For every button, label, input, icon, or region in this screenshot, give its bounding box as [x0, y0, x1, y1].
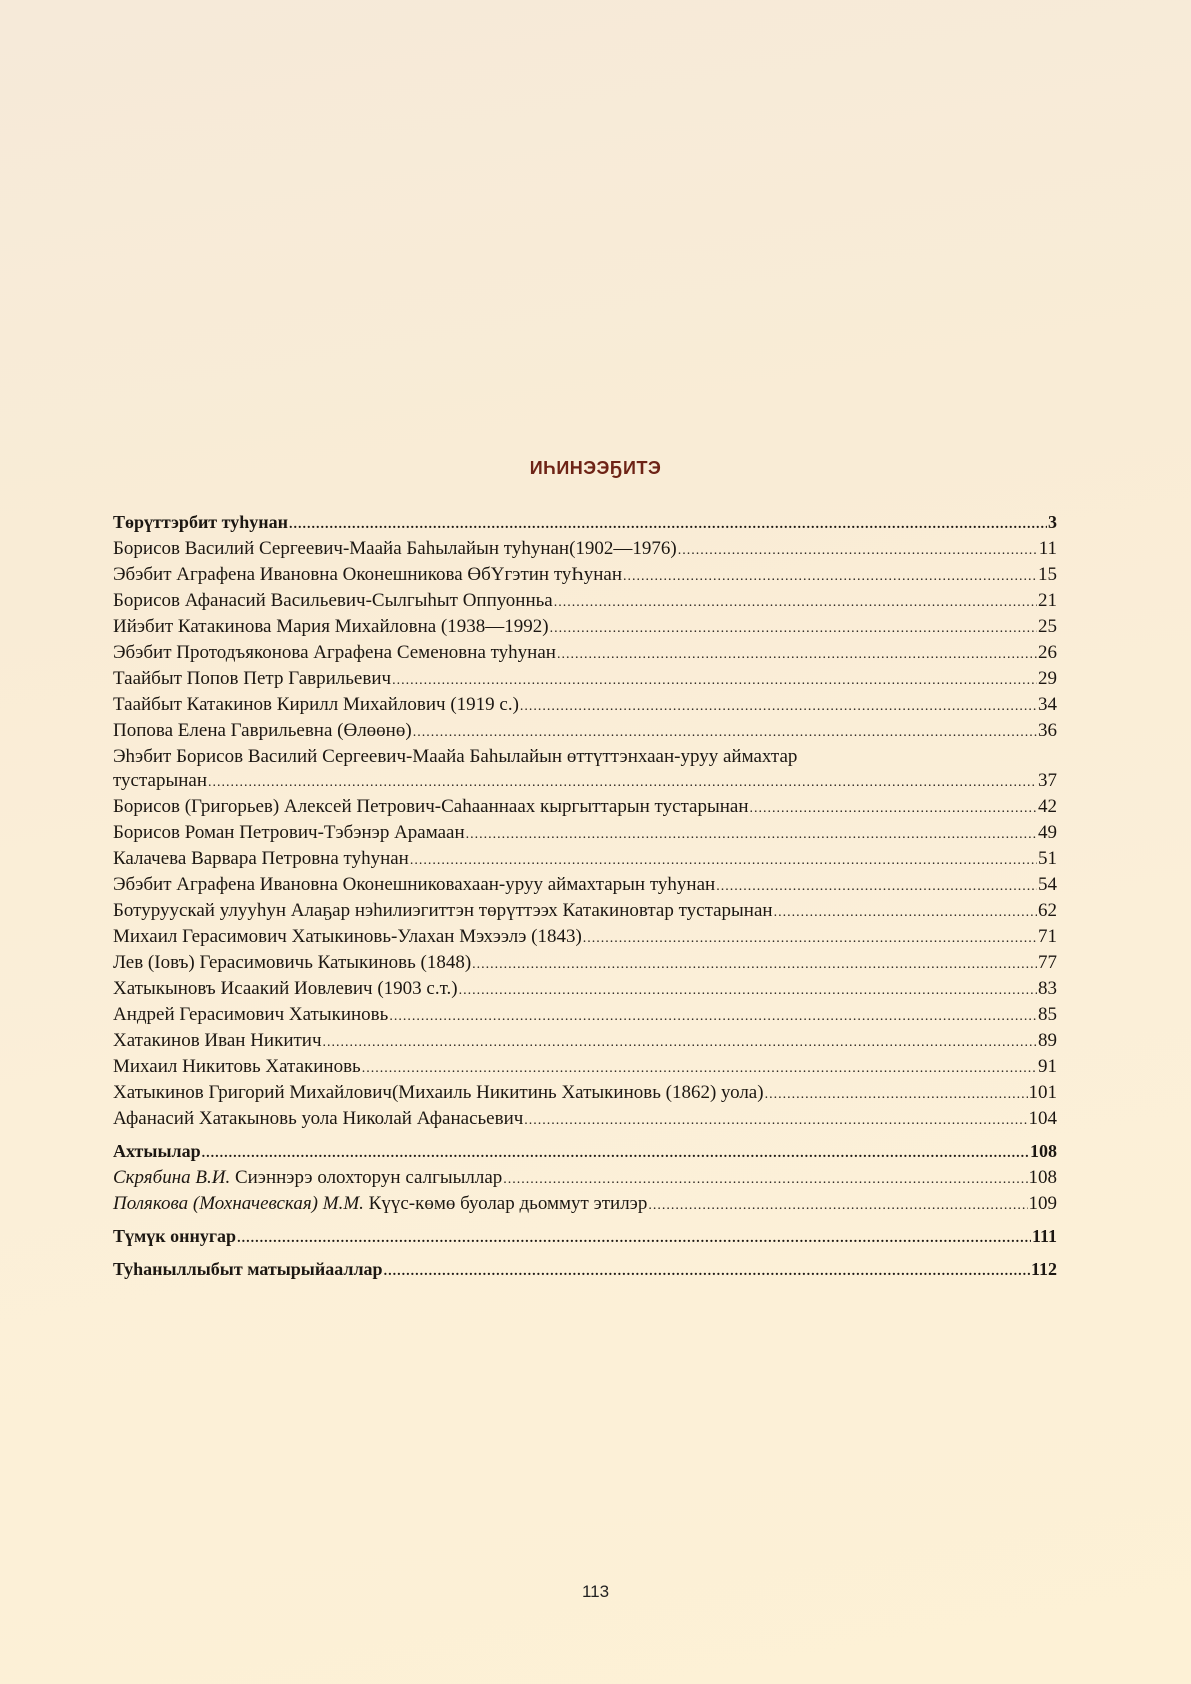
entry-page: 108 — [1028, 1167, 1057, 1188]
leader-dots — [202, 1139, 1029, 1166]
entry-page: 111 — [1031, 1226, 1057, 1246]
leader-dots — [384, 1257, 1030, 1284]
toc-entry[interactable] — [113, 563, 1057, 589]
toc-entry[interactable] — [113, 1107, 1057, 1133]
toc-entry[interactable] — [113, 667, 1057, 693]
toc-entry[interactable] — [113, 1166, 1057, 1192]
entry-page: 21 — [1038, 590, 1057, 611]
leader-dots — [774, 899, 1037, 925]
leader-dots — [583, 925, 1037, 951]
leader-dots — [392, 667, 1037, 693]
leader-dots — [208, 769, 1037, 795]
leader-dots — [410, 847, 1037, 873]
toc-entry[interactable] — [113, 1257, 1057, 1284]
entry-label: Борисов Афанасий Васильевич-Сылгыһыт Оппуонньа — [113, 590, 553, 611]
entry-page: 26 — [1038, 642, 1057, 663]
toc-entry[interactable] — [113, 1055, 1057, 1081]
toc-entry[interactable] — [113, 1029, 1057, 1055]
entry-page: 71 — [1038, 926, 1057, 947]
entry-label: Михаил Никитовь Хатакиновь — [113, 1056, 361, 1077]
toc-entry[interactable] — [113, 1081, 1057, 1107]
entry-page: 51 — [1038, 848, 1057, 869]
leader-dots — [472, 951, 1037, 977]
entry-label: Эбэбит Аграфена Ивановна Оконешниковахаан-уруу аймахтарын туһунан — [113, 874, 716, 895]
entry-label: Калачева Варвара Петровна туһунан — [113, 848, 409, 869]
leader-dots — [389, 1003, 1037, 1029]
toc-entry[interactable] — [113, 719, 1057, 745]
entry-page: 77 — [1038, 952, 1057, 973]
entry-label: Таайбыт Катакинов Кирилл Михайлович (1919 с.) — [113, 694, 519, 715]
leader-dots — [750, 795, 1037, 821]
toc-entry[interactable] — [113, 1224, 1057, 1251]
entry-label: Борисов (Григорьев) Алексей Петрович-Саһааннаах кыргыттарын тустарынан — [113, 796, 749, 817]
entry-page: 109 — [1028, 1193, 1057, 1214]
leader-dots — [237, 1224, 1031, 1251]
entry-page: 25 — [1038, 616, 1057, 637]
entry-page: 49 — [1038, 822, 1057, 843]
table-of-contents — [113, 510, 1057, 1284]
leader-dots — [678, 537, 1038, 563]
entry-page: 11 — [1038, 538, 1057, 559]
leader-dots — [648, 1192, 1027, 1218]
toc-entry[interactable] — [113, 847, 1057, 873]
toc-entry[interactable] — [113, 925, 1057, 951]
entry-page: 108 — [1030, 1141, 1057, 1161]
entry-label: Афанасий Хатакыновь уола Николай Афанасьевич — [113, 1108, 524, 1129]
entry-label: Ийэбит Катакинова Мария Михайловна (1938—1992) — [113, 616, 549, 637]
leader-dots — [323, 1029, 1037, 1055]
leader-dots — [413, 719, 1037, 745]
entry-author: Полякова (Мохначевская) М.М. — [113, 1193, 364, 1214]
toc-entry[interactable] — [113, 510, 1057, 537]
entry-title: Күүс-көмө буолар дьоммут этилэр — [363, 1193, 648, 1214]
page-number: 113 — [581, 1582, 610, 1601]
toc-entry[interactable] — [113, 641, 1057, 667]
entry-label: Михаил Герасимович Хатыкиновь-Улахан Мэхээлэ (1843) — [113, 926, 582, 947]
leader-dots — [520, 693, 1037, 719]
toc-entry[interactable] — [113, 615, 1057, 641]
entry-label: Лев (Іовъ) Герасимовичь Катыкиновь (1848) — [113, 952, 472, 973]
leader-dots — [765, 1081, 1028, 1107]
entry-label: Түмүк оннугар — [113, 1226, 237, 1246]
entry-page: 91 — [1038, 1056, 1057, 1077]
entry-page: 3 — [1048, 512, 1057, 532]
entry-author: Скрябина В.И. — [113, 1167, 231, 1188]
toc-title: ИҺИНЭЭҔИТЭ — [529, 458, 662, 478]
entry-label: Андрей Герасимович Хатыкиновь — [113, 1004, 389, 1025]
entry-label: Эбэбит Аграфена Ивановна Оконешникова ӨбҮгэтин туҺунан — [113, 564, 623, 585]
entry-label — [113, 1166, 502, 1190]
entry-label — [113, 1192, 647, 1216]
toc-entry[interactable] — [113, 1139, 1057, 1166]
entry-page: 54 — [1038, 874, 1057, 895]
toc-entry-line1[interactable]: Эһэбит Борисов Василий Сергеевич-Маайа Баһылайын өттүттэнхаан-уруу аймахтар — [113, 746, 798, 767]
entry-label: Ахтыылар — [113, 1141, 201, 1161]
entry-label: Хатыкыновъ Исаакий Иовлевич (1903 с.т.) — [113, 978, 458, 999]
entry-label: Ботуруускай улууһун Алаҕар нэһилиэгиттэн төрүттээх Катакиновтар тустарынан — [113, 900, 773, 921]
entry-label: Борисов Василий Сергеевич-Маайа Баһылайын туһунан(1902—1976) — [113, 538, 677, 559]
entry-label: Хатакинов Иван Никитич — [113, 1030, 322, 1051]
leader-dots — [503, 1166, 1027, 1192]
entry-page: 112 — [1030, 1259, 1057, 1279]
entry-label: Хатыкинов Григорий Михайлович(Михаиль Никитинь Хатыкиновь (1862) уола) — [113, 1082, 764, 1103]
toc-entry[interactable] — [113, 899, 1057, 925]
entry-page: 37 — [1038, 770, 1057, 791]
toc-entry[interactable] — [113, 951, 1057, 977]
entry-page: 83 — [1038, 978, 1057, 999]
entry-title: Сиэннэрэ олохторун салгыыллар — [230, 1167, 503, 1188]
leader-dots — [466, 821, 1037, 847]
toc-entry[interactable] — [113, 1192, 1057, 1218]
entry-label: Эбэбит Протодъяконова Аграфена Семеновна туһунан — [113, 642, 556, 663]
toc-entry[interactable] — [113, 693, 1057, 719]
entry-page: 104 — [1028, 1108, 1057, 1129]
entry-label: Туһаныллыбыт матырыйааллар — [113, 1259, 383, 1279]
leader-dots — [362, 1055, 1037, 1081]
entry-page: 36 — [1038, 720, 1057, 741]
entry-page: 62 — [1038, 900, 1057, 921]
leader-dots — [459, 977, 1037, 1003]
leader-dots — [623, 563, 1037, 589]
entry-page: 101 — [1028, 1082, 1057, 1103]
entry-label: Таайбыт Попов Петр Гаврильевич — [113, 668, 392, 689]
toc-entry[interactable] — [113, 795, 1057, 821]
leader-dots — [289, 510, 1047, 537]
toc-entry[interactable] — [113, 821, 1057, 847]
toc-entry[interactable] — [113, 977, 1057, 1003]
entry-label: тустарынан — [113, 770, 207, 791]
leader-dots — [557, 641, 1037, 667]
entry-page: 34 — [1038, 694, 1057, 715]
entry-label: Борисов Роман Петрович-Тэбэнэр Арамаан — [113, 822, 465, 843]
entry-page: 85 — [1038, 1004, 1057, 1025]
leader-dots — [554, 589, 1037, 615]
entry-page: 89 — [1038, 1030, 1057, 1051]
entry-page: 15 — [1038, 564, 1057, 585]
toc-entry[interactable] — [113, 537, 1057, 563]
toc-entry[interactable] — [113, 1003, 1057, 1029]
entry-page: 42 — [1038, 796, 1057, 817]
toc-entry[interactable] — [113, 873, 1057, 899]
leader-dots — [524, 1107, 1027, 1133]
entry-page: 29 — [1038, 668, 1057, 689]
toc-entry[interactable] — [113, 589, 1057, 615]
entry-label: Төрүттэрбит туһунан — [113, 512, 289, 532]
entry-label: Попова Елена Гаврильевна (Өлөөнө) — [113, 720, 412, 741]
toc-entry[interactable] — [113, 769, 1057, 795]
leader-dots — [550, 615, 1037, 641]
leader-dots — [716, 873, 1037, 899]
